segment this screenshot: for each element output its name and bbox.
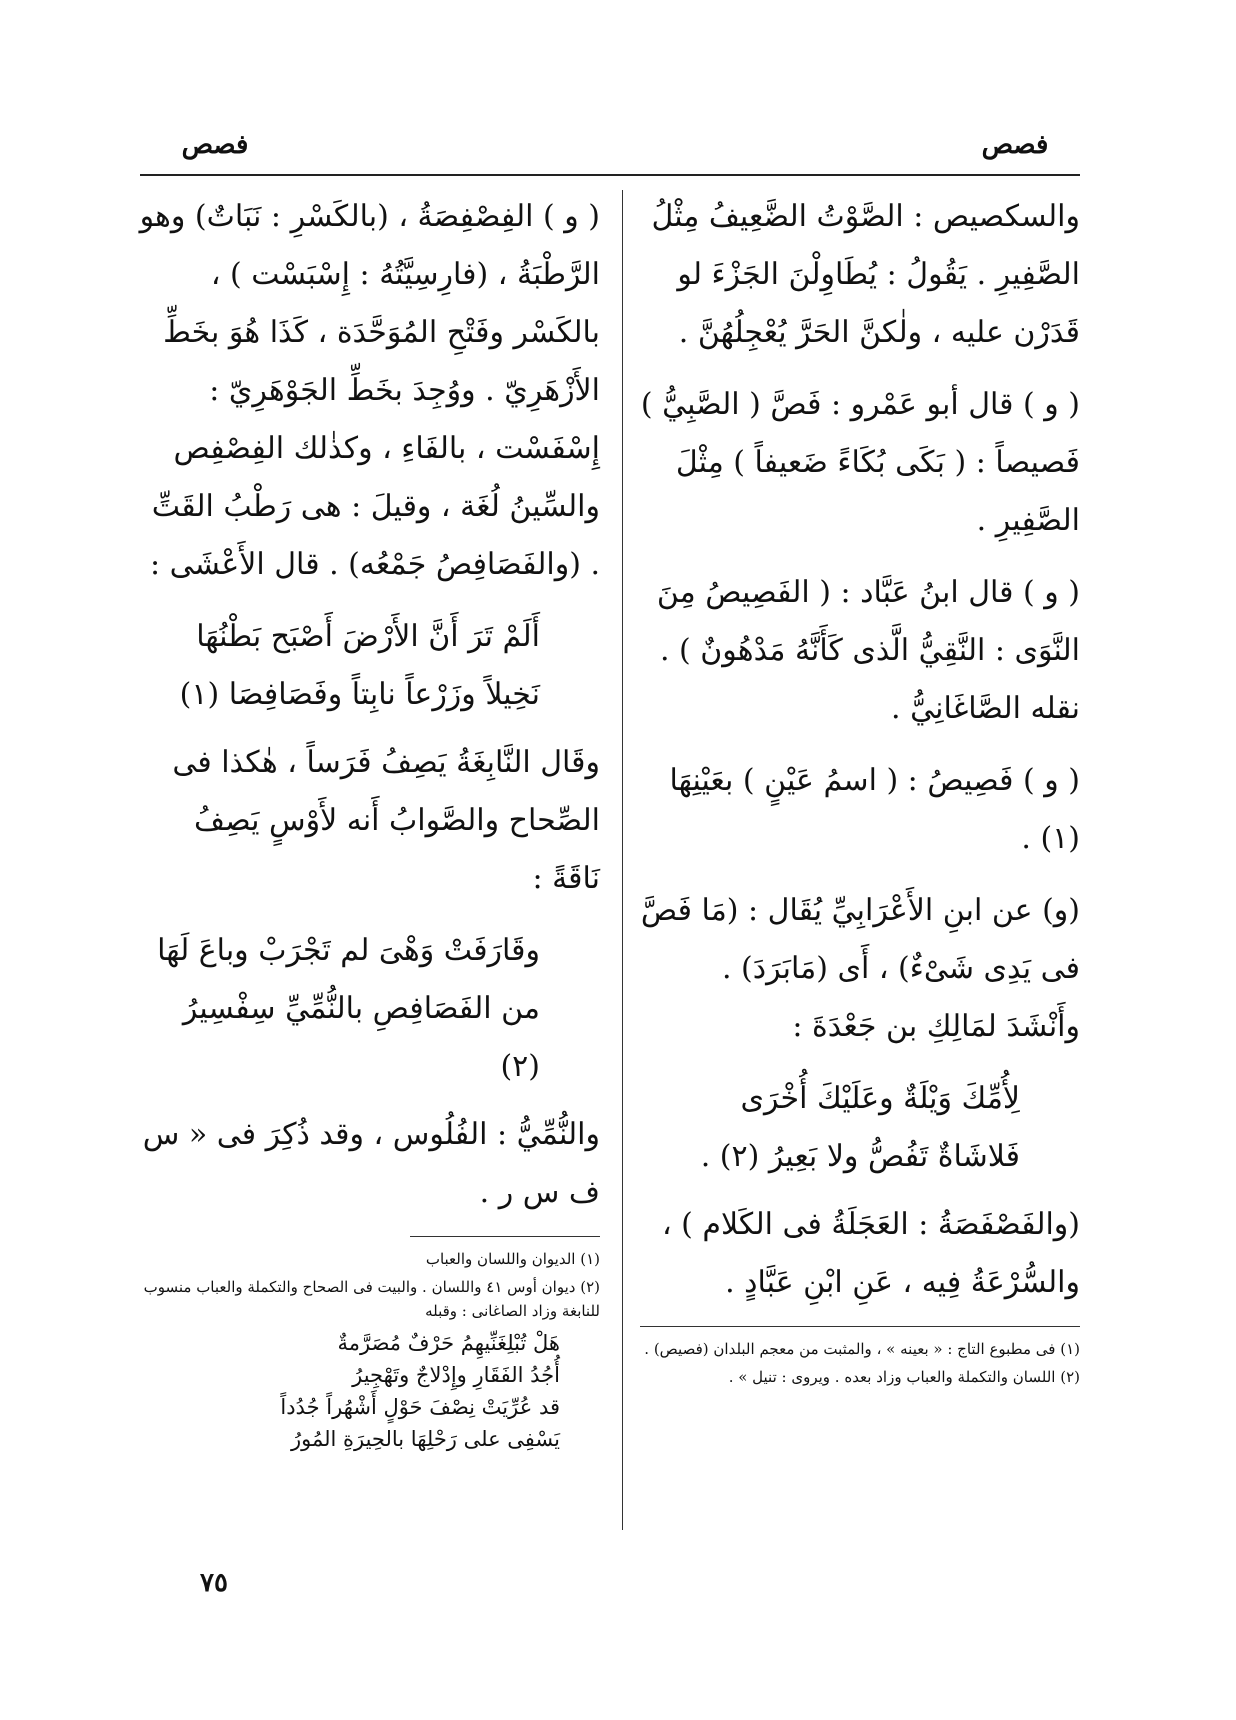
footnote: (٢) ديوان أوس ٤١ واللسان . والبيت فى الصحاح والتكملة والعباب منسوب للنابغة وزاد الصاغانى : وقبله [143,1278,600,1320]
paragraph: والسكصيص : الصَّوْتُ الضَّعِيفُ مِثْلُ الصَّفِيرِ . يَقُولُ : يُطَاوِلْنَ الجَزْءَ لو قَدَرْن عليه ، ولٰكنَّ الحَرَّ يُعْجِلُهُنَّ . [651,199,1080,350]
footnote-verse-line: هَلْ تُبْلِغَنِّيهِمُ حَرْفٌ مُصَرَّمةٌ [337,1331,560,1355]
left-column [138,188,600,1455]
footnote-poem [138,1327,600,1455]
footnote: (١) فى مطبوع التاج : « بعينه » ، والمثبت من معجم البلدان (فصيص) . [644,1340,1080,1358]
header-rule [140,174,1080,176]
paragraph: والنُّمِّيُّ : الفُلُوس ، وقد ذُكِرَ فى « س ف س ر . [142,1117,600,1210]
poem-verse [138,608,600,724]
running-header-right: فصص [981,130,1049,160]
right-column [640,188,1080,1393]
footnote-rule [640,1326,1080,1327]
paragraph: ( و ) فَصِيصُ : ( اسمُ عَيْنٍ ) بعَيْنِهَا (١) . [669,763,1080,856]
verse-line: وقَارَفَتْ وَهْىَ لم تَجْرَبْ وباعَ لَهَا [157,933,540,968]
verse-line: لِأُمِّكَ وَيْلَةٌ وعَلَيْكَ أُخْرَى [740,1081,1020,1116]
paragraph: ( و ) الفِصْفِصَةُ ، (بالكَسْرِ : نَبَاتٌ) وهو الرَّطْبَةُ ، (فارِسِيَّتُهُ : إِسْبَسْت ) ، بالكَسْر وفَتْحِ المُوَحَّدَة ، كَذَا هُوَ بخَطِّ الأَزْهَرِيّ . ووُجِدَ بخَطِّ الجَوْهَرِيّ : إِسْفَسْت ، بالفَاءِ ، وكذٰلك الفِصْفِص والسِّينُ لُغَة ، وقيلَ : هى رَطْبُ القَتِّ . (والفَصَافِصُ جَمْعُه) . قال الأَعْشَى : [139,199,600,582]
page-number: ٧٥ [200,1568,228,1598]
verse-line: أَلَمْ تَرَ أَنَّ الأَرْضَ أَصْبَح بَطْنُهَا [196,619,540,654]
paragraph: ( و ) قال ابنُ عَبَّاد : ( الفَصِيصُ مِنَ النَّوَى : النَّقِيُّ الَّذى كَأَنَّهُ مَدْهُونٌ ) . نقله الصَّاغَانِيُّ . [656,575,1080,726]
paragraph: (والفَصْفَصَةُ : العَجَلَةُ فى الكَلام ) ، والسُّرْعَةُ فِيه ، عَنِ ابْنِ عَبَّادٍ . [661,1207,1080,1300]
footnote-verse-line: قد عُرِّيَتْ نِصْفَ حَوْلٍ أَشْهُراً جُدُداً [280,1395,560,1419]
footnote-rule [410,1236,600,1237]
running-header-left: فصص [181,130,249,160]
column-divider [622,190,623,1530]
verse-line: من الفَصَافِصِ بالنُّمِّيِّ سِفْسِيرُ (٢) [182,991,540,1084]
verse-line: فَلاشَاةٌ تَفُصُّ ولا بَعِيرُ (٢) . [700,1139,1020,1174]
paragraph: (و) عن ابنِ الأَعْرَابِيِّ يُقَال : (مَا فَصَّ فى يَدِى شَىْءٌ) ، أَى (مَابَرَدَ) . وأَنْشَدَ لمَالِكِ بن جَعْدَةَ : [640,893,1080,1044]
footnote-verse-line: يَسْفِى على رَحْلِهَا بالحِيرَةِ المُورُ [290,1427,560,1451]
footnote: (٢) اللسان والتكملة والعباب وزاد بعده . ويروى : تنيل » . [728,1368,1080,1386]
poem-verse [138,922,600,1096]
paragraph: وقَال النَّابِغَةُ يَصِفُ فَرَساً ، هٰكذا فى الصِّحاح والصَّوابُ أَنه لأَوْسٍ يَصِفُ نَاقَةً : [172,745,600,896]
poem-verse [640,1070,1080,1186]
verse-line: نَخِيلاً وزَرْعاً نابِتاً وفَصَافِصَا (١) [179,677,540,712]
footnote-verse-line: أُجُدُ الفَقَارِ وإِدْلاجٌ وتَهْجِيرُ [352,1363,560,1387]
footnote: (١) الديوان واللسان والعباب [425,1250,600,1268]
paragraph: ( و ) قال أبو عَمْرو : فَصَّ ( الصَّبِيُّ ) فَصيصاً : ( بَكَى بُكَاءً ضَعيفاً ) مِثْلَ الصَّفِيرِ . [640,387,1080,538]
